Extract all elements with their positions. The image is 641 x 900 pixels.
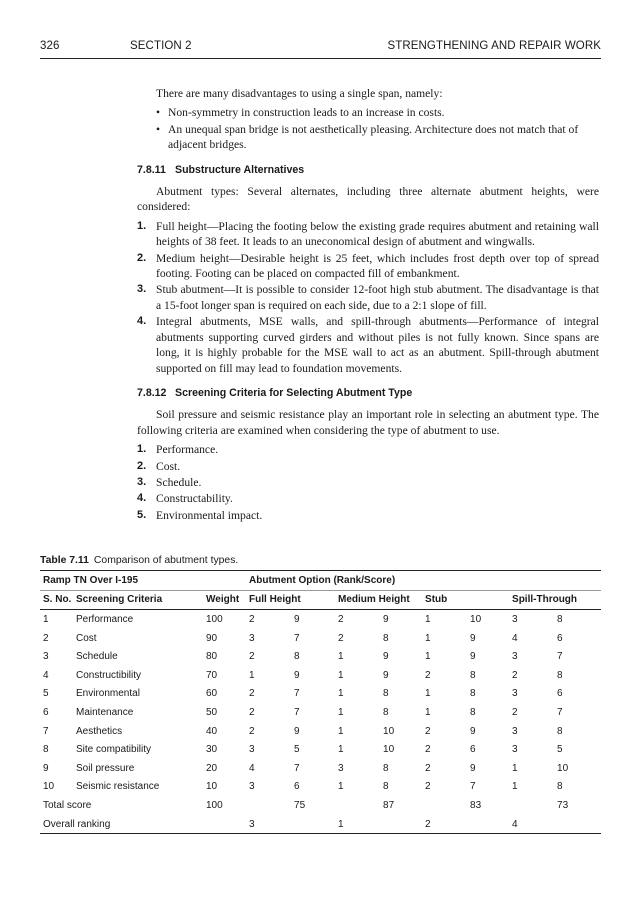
table-cell: 8 xyxy=(470,688,476,700)
list-item xyxy=(137,251,599,282)
table-cell: 8 xyxy=(43,744,49,756)
table-cell: 6 xyxy=(557,632,563,644)
table-cell: 8 xyxy=(383,762,389,774)
table-cell: 1 xyxy=(249,669,255,681)
table-column-header-row xyxy=(40,590,601,610)
table-cell: Maintenance xyxy=(76,706,134,718)
table-cell: 8 xyxy=(470,706,476,718)
list-number: 3. xyxy=(137,283,147,296)
table-cell: 1 xyxy=(338,725,344,737)
list-item xyxy=(137,459,599,474)
table-cell: 7 xyxy=(470,781,476,793)
column-header: Full Height xyxy=(245,590,334,610)
table-cell: 1 xyxy=(338,688,344,700)
table-cell: 10 xyxy=(206,781,218,793)
list-number: 4. xyxy=(137,315,147,328)
table-caption-text: Comparison of abutment types. xyxy=(93,555,239,566)
table-caption xyxy=(40,555,238,566)
list-number: 3. xyxy=(137,475,147,488)
table-cell: 4 xyxy=(249,762,255,774)
table-cell: 8 xyxy=(383,688,389,700)
table-cell: 2 xyxy=(425,725,431,737)
table-cell: 5 xyxy=(43,688,49,700)
table-row xyxy=(40,722,601,741)
table-label: Table 7.11 xyxy=(40,555,89,566)
table-cell: 2 xyxy=(249,613,255,625)
table-cell: 1 xyxy=(512,762,518,774)
table-cell: 2 xyxy=(249,706,255,718)
table-cell: 8 xyxy=(557,669,563,681)
table-cell: 100 xyxy=(206,613,223,625)
table-cell: Environmental xyxy=(76,688,140,700)
table-cell: Soil pressure xyxy=(76,762,135,774)
total-spill: 73 xyxy=(557,799,569,811)
column-header: S. No. xyxy=(40,590,72,610)
table-cell: 8 xyxy=(383,781,389,793)
table-cell: 2 xyxy=(425,781,431,793)
table-cell: 2 xyxy=(338,613,344,625)
table-cell: 2 xyxy=(249,651,255,663)
section-title: Substructure Alternatives xyxy=(175,163,305,176)
table-cell: Seismic resistance xyxy=(76,781,160,793)
total-stub: 83 xyxy=(470,799,482,811)
table-cell: 6 xyxy=(294,781,300,793)
table-row-ranking xyxy=(40,815,601,834)
intro-lead: There are many disadvantages to using a single span, namely: xyxy=(156,87,443,100)
table-top-left-label: Ramp TN Over I-195 xyxy=(40,571,245,591)
table-cell: 7 xyxy=(294,632,300,644)
table-cell: 8 xyxy=(470,669,476,681)
section-number: 7.8.12 xyxy=(137,386,167,399)
table-cell: 8 xyxy=(383,706,389,718)
section-number: 7.8.11 xyxy=(137,163,166,176)
table-cell: 5 xyxy=(557,744,563,756)
table-cell: 80 xyxy=(206,651,218,663)
bullet-item: • An unequal span bridge is not aesthetically pleasing. Architecture does not match that of adjacent bridges. xyxy=(156,122,599,153)
running-section: SECTION 2 xyxy=(130,40,192,52)
table-cell: 9 xyxy=(294,669,300,681)
table-row xyxy=(40,647,601,666)
table-cell: Site compatibility xyxy=(76,744,152,756)
list-item xyxy=(137,491,599,506)
table-cell: 40 xyxy=(206,725,218,737)
table-cell: 1 xyxy=(425,651,431,663)
table-cell: 3 xyxy=(43,651,49,663)
column-header: Spill-Through xyxy=(508,590,601,610)
table-cell: 2 xyxy=(338,632,344,644)
table-cell: 6 xyxy=(470,744,476,756)
table-group-header-row xyxy=(40,571,601,591)
running-chapter-title: STRENGTHENING AND REPAIR WORK xyxy=(387,40,601,52)
page-number: 326 xyxy=(40,40,60,52)
table-cell: 4 xyxy=(43,669,49,681)
table-cell: 9 xyxy=(470,632,476,644)
column-header: Weight xyxy=(202,590,245,610)
table-cell: 1 xyxy=(43,613,49,625)
list-number: 1. xyxy=(137,443,147,456)
table-cell: 2 xyxy=(425,762,431,774)
table-body xyxy=(40,610,601,834)
table-cell: 9 xyxy=(383,651,389,663)
table-cell: 2 xyxy=(425,744,431,756)
table-row xyxy=(40,759,601,778)
table-cell: 1 xyxy=(425,706,431,718)
column-header: Stub xyxy=(421,590,508,610)
table-cell: 3 xyxy=(512,688,518,700)
table-cell: 7 xyxy=(294,706,300,718)
table-cell: 9 xyxy=(294,725,300,737)
table-row xyxy=(40,685,601,704)
list-item xyxy=(137,219,599,250)
table-cell: 2 xyxy=(512,706,518,718)
list-number: 2. xyxy=(137,459,147,472)
table-row xyxy=(40,703,601,722)
list-number: 4. xyxy=(137,492,147,505)
list-text: Environmental impact. xyxy=(156,508,263,522)
table-cell: 2 xyxy=(425,669,431,681)
table-cell: 10 xyxy=(43,781,55,793)
list-item xyxy=(137,314,599,376)
table-cell: 1 xyxy=(425,688,431,700)
table-cell: 90 xyxy=(206,632,218,644)
table-cell: 10 xyxy=(557,762,569,774)
table-cell: Aesthetics xyxy=(76,725,123,737)
table-cell: 1 xyxy=(512,781,518,793)
table-cell: 6 xyxy=(557,688,563,700)
table-cell: 8 xyxy=(557,781,563,793)
table-cell: 9 xyxy=(294,613,300,625)
total-medium: 87 xyxy=(383,799,395,811)
table-cell: 7 xyxy=(294,688,300,700)
table-cell: 3 xyxy=(249,781,255,793)
table-cell: 3 xyxy=(512,651,518,663)
list-text: Medium height—Desirable height is 25 feet, which includes frost depth over top of spread footing. Footing can be placed on compacted fill of embankment. xyxy=(156,251,599,281)
table-cell: 7 xyxy=(43,725,49,737)
table-cell: 2 xyxy=(43,632,49,644)
section-heading-7812 xyxy=(137,386,599,401)
table-cell: 1 xyxy=(338,669,344,681)
table-cell: 10 xyxy=(383,744,395,756)
table-cell: 8 xyxy=(294,651,300,663)
table-cell: 7 xyxy=(557,651,563,663)
list-item xyxy=(137,475,599,490)
table-cell: 1 xyxy=(338,781,344,793)
list-number: 1. xyxy=(137,219,147,232)
table-row xyxy=(40,778,601,797)
list-text: Schedule. xyxy=(156,475,202,489)
table-cell: 8 xyxy=(557,613,563,625)
table-cell: 1 xyxy=(338,744,344,756)
table-cell: 30 xyxy=(206,744,218,756)
section-title: Screening Criteria for Selecting Abutment Type xyxy=(175,386,413,399)
table-row xyxy=(40,666,601,685)
table-group-header: Abutment Option (Rank/Score) xyxy=(245,571,601,591)
table-cell: 3 xyxy=(512,725,518,737)
table-cell: 9 xyxy=(383,613,389,625)
table-cell: 3 xyxy=(249,632,255,644)
table-cell: 8 xyxy=(383,632,389,644)
table-cell: Performance xyxy=(76,613,134,625)
table-cell: 70 xyxy=(206,669,218,681)
table-cell: 1 xyxy=(338,706,344,718)
table-cell: 60 xyxy=(206,688,218,700)
table-cell: 1 xyxy=(425,632,431,644)
list-text: Constructability. xyxy=(156,492,233,506)
table-row xyxy=(40,740,601,759)
table-cell: 9 xyxy=(470,651,476,663)
table-cell: 3 xyxy=(512,613,518,625)
section-heading-7811 xyxy=(137,163,599,178)
table-cell: 10 xyxy=(383,725,395,737)
table-cell: 9 xyxy=(383,669,389,681)
total-weight: 100 xyxy=(206,799,223,811)
screening-criteria-list xyxy=(137,442,599,523)
table-cell: 9 xyxy=(43,762,49,774)
bullet-item: • Non-symmetry in construction leads to an increase in costs. xyxy=(156,105,599,120)
table-cell: 3 xyxy=(338,762,344,774)
column-header: Medium Height xyxy=(334,590,421,610)
screening-paragraph: Soil pressure and seismic resistance play an important role in selecting an abutment type. The following criteria are examined when considering the type of abutment to use. xyxy=(137,408,599,437)
table-row-total xyxy=(40,796,601,815)
table-cell: 20 xyxy=(206,762,218,774)
table-cell: 50 xyxy=(206,706,218,718)
list-item xyxy=(137,442,599,457)
table-cell: 9 xyxy=(470,762,476,774)
list-text: Full height—Placing the footing below the existing grade requires abutment and retaining wall heights of 38 feet. It leads to an uneconomical design of abutment and wingwalls. xyxy=(156,219,599,249)
table-cell: 2 xyxy=(512,669,518,681)
table-cell: 3 xyxy=(512,744,518,756)
list-number: 2. xyxy=(137,251,147,264)
table-cell: 2 xyxy=(249,688,255,700)
table-cell: 3 xyxy=(249,744,255,756)
table-cell: 2 xyxy=(249,725,255,737)
table-cell: Schedule xyxy=(76,651,118,663)
total-full: 75 xyxy=(294,799,306,811)
list-text: Integral abutments, MSE walls, and spill-through abutments—Performance of integral abutments supporting curved girders and without piles is not fully known. Since spans are long, it is highly probable for the MSE wall to act as an abutment. Spill-through abutment supported on fill may lead to foundation movements. xyxy=(156,315,599,375)
ranking-spill: 4 xyxy=(508,815,553,834)
table-cell: 5 xyxy=(294,744,300,756)
ranking-label: Overall ranking xyxy=(40,815,202,834)
table-cell: 9 xyxy=(470,725,476,737)
abutment-comparison-table xyxy=(40,570,601,834)
table-cell: 1 xyxy=(338,651,344,663)
header-rule xyxy=(40,58,601,59)
table-cell: 4 xyxy=(512,632,518,644)
total-label: Total score xyxy=(43,799,92,811)
list-item xyxy=(137,508,599,523)
table-cell: 10 xyxy=(470,613,482,625)
disadvantage-list xyxy=(156,105,599,152)
column-header: Screening Criteria xyxy=(72,590,202,610)
table-cell: 7 xyxy=(294,762,300,774)
ranking-medium: 1 xyxy=(334,815,379,834)
list-text: Cost. xyxy=(156,459,181,473)
list-item xyxy=(137,282,599,313)
table-row xyxy=(40,610,601,629)
table-cell: 8 xyxy=(557,725,563,737)
table-cell: Cost xyxy=(76,632,97,644)
abutment-alternatives-list xyxy=(137,219,599,376)
ranking-stub: 2 xyxy=(421,815,466,834)
abutment-types-paragraph: Abutment types: Several alternates, including three alternate abutment heights, were considered: xyxy=(137,185,599,214)
list-text: Stub abutment—It is possible to consider 12-foot high stub abutment. The disadvantage is that a 15-foot longer span is required on each side, due to a 2:1 slope of fill. xyxy=(156,283,599,312)
table-row xyxy=(40,629,601,648)
table-cell: 6 xyxy=(43,706,49,718)
body-text xyxy=(137,86,599,524)
table-cell: 1 xyxy=(425,613,431,625)
table-cell: 7 xyxy=(557,706,563,718)
list-number: 5. xyxy=(137,508,147,521)
table-cell: Constructibility xyxy=(76,669,142,681)
ranking-full: 3 xyxy=(245,815,290,834)
list-text: Performance. xyxy=(156,443,219,457)
